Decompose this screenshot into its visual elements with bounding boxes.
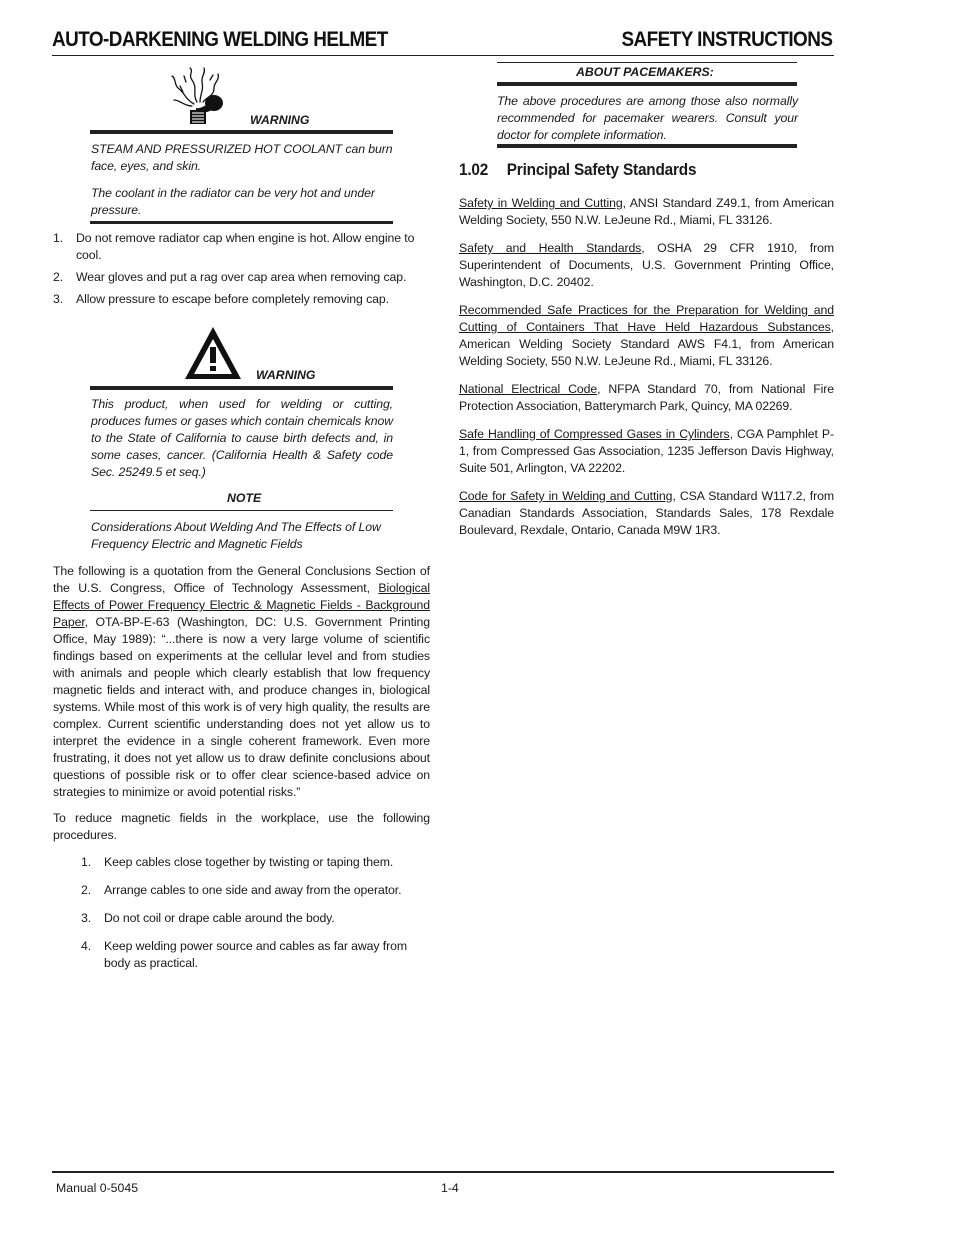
standards-list <box>459 195 834 539</box>
manual-number: Manual 0-5045 <box>56 1181 139 1195</box>
list-item: 3. Allow pressure to escape before completely removing cap. <box>53 292 389 306</box>
header-rule <box>52 55 834 56</box>
standard-entry: National Electrical Code, NFPA Standard 70, from National Fire Protection Association, Batterymarch Park, Quincy, MA 02269. <box>459 382 834 413</box>
warning-rule-top <box>90 386 393 390</box>
standard-entry: Safe Handling of Compressed Gases in Cylinders, CGA Pamphlet P-1, from Compressed Gas Association, 1235 Jefferson Davis Highway, Suite 501, Arlington, VA 22202. <box>459 427 834 475</box>
page-number: 1-4 <box>441 1181 459 1195</box>
pacemaker-text: The above procedures are among those also normally recommended for pacemaker wearers. Consult your doctor for complete information. <box>497 94 798 142</box>
section-heading: SAFETY INSTRUCTIONS <box>621 28 832 51</box>
standard-entry: Recommended Safe Practices for the Preparation for Welding and Cutting of Containers That Have Held Hazardous Substances, American Welding Society Standard AWS F4.1, from American Welding Society, 550 N.W. LeJeune Rd., Miami, FL 33126. <box>459 303 834 368</box>
pacemaker-rule-top <box>497 62 797 63</box>
warning-paragraph: STEAM AND PRESSURIZED HOT COOLANT can burn face, eyes, and skin. <box>91 142 393 173</box>
note-rule <box>90 510 393 511</box>
warning-paragraph: The coolant in the radiator can be very hot and under pressure. <box>91 186 375 217</box>
standard-entry: Safety in Welding and Cutting, ANSI Standard Z49.1, from American Welding Society, 550 N.W. LeJeune Rd., Miami, FL 33126. <box>459 196 834 227</box>
warning-label: WARNING <box>250 113 310 127</box>
pacemaker-rule-bottom <box>497 144 797 148</box>
exclamation-triangle-icon <box>183 325 243 381</box>
list-item: 1. Keep cables close together by twisting or taping them. <box>81 855 394 869</box>
list-item: 1. Do not remove radiator cap when engine is hot. Allow engine to cool. <box>53 231 415 262</box>
list-item: 2. Wear gloves and put a rag over cap area when removing cap. <box>53 270 407 284</box>
footer-rule <box>52 1171 834 1173</box>
warning-rule-top <box>90 130 393 134</box>
pacemaker-rule <box>497 82 797 86</box>
note-text: Considerations About Welding And The Effects of Low Frequency Electric and Magnetic Fields <box>91 520 381 551</box>
warning-rule-bottom <box>90 221 393 224</box>
ota-quotation: The following is a quotation from the General Conclusions Section of the U.S. Congress, Office of Technology Assessment, Biological Effects of Power Frequency Electric & Magnetic Fields - Background Paper, OTA-BP-E-63 (Washington, DC: U.S. Government Printing Office, May 1989): “...there is now a very large volume of scientific findings based on experiments at the cellular level and from studies with animals and people which clearly establish that low frequency magnetic fields and interact with, and produce changes in, biological systems. While most of this work is of very high quality, the results are complex. Current scientific understanding does not yet allow us to interpret the evidence in a single coherent framework. Even more frustrating, it does not yet allow us to draw definite conclusions about questions of possible risk or to offer clear science-based advice on strategies to minimize or avoid potential risks.” <box>53 564 430 799</box>
standard-entry: Safety and Health Standards, OSHA 29 CFR 1910, from Superintendent of Documents, U.S. Government Printing Office, Washington, D.C. 20402. <box>459 241 834 289</box>
list-item: 3. Do not coil or drape cable around the body. <box>81 911 335 925</box>
prop65-warning-text: This product, when used for welding or cutting, produces fumes or gases which contain chemicals know to the State of California to cause birth defects and, in some cases, cancer. (California Health & Safety code Sec. 25249.5 et seq.) <box>91 397 393 479</box>
section-heading-standards: 1.02 Principal Safety Standards <box>459 161 697 179</box>
reduce-fields-intro: To reduce magnetic fields in the workplace, use the following procedures. <box>53 811 430 842</box>
list-item: 2. Arrange cables to one side and away from the operator. <box>81 883 402 897</box>
cited-title: Biological Effects of Power Frequency Electric & Magnetic Fields - Background Paper <box>53 581 430 629</box>
note-label: NOTE <box>227 491 262 505</box>
magnetic-field-steps <box>81 854 433 972</box>
pacemaker-label: ABOUT PACEMAKERS: <box>576 65 714 79</box>
standard-entry: Code for Safety in Welding and Cutting, CSA Standard W117.2, from Canadian Standards Association, Standards Sales, 178 Rexdale Boulevard, Rexdale, Ontario, Canada M9W 1R3. <box>459 489 835 537</box>
document-title: AUTO-DARKENING WELDING HELMET <box>52 28 388 51</box>
steam-hazard-icon <box>170 66 234 128</box>
warning-label: WARNING <box>256 368 316 382</box>
list-item: 4. Keep welding power source and cables as far away from body as practical. <box>81 939 407 970</box>
warning-text <box>91 141 393 219</box>
coolant-steps <box>53 230 433 308</box>
